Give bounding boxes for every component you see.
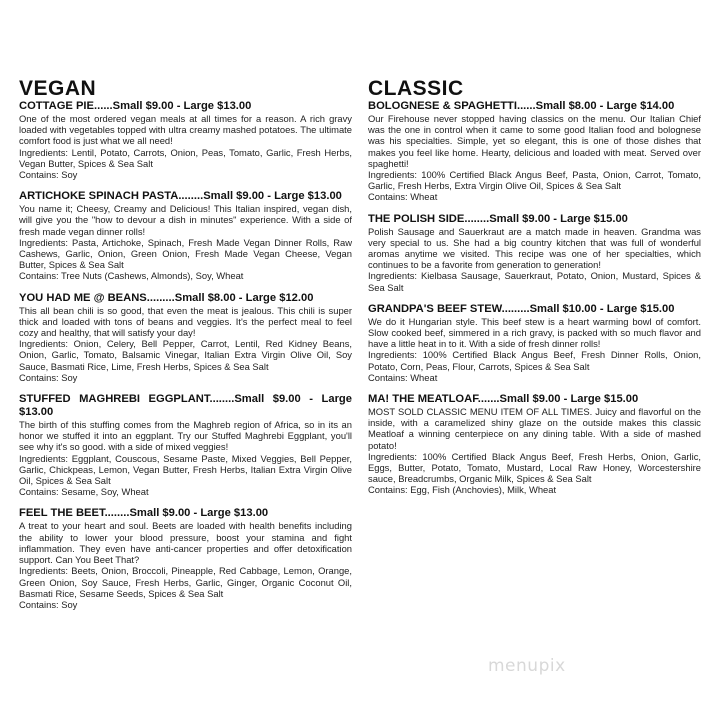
menu-item-description: This all bean chili is so good, that even the meat is jealous. This chili is super thick and loaded with tons of beans and veggies. It's the perfect meal to feel cozy and healthy, that will satisfy your day! (19, 304, 352, 339)
menu-item-price: Small $9.00 - Large $13.00 (112, 100, 252, 112)
menu-item-allergens: Contains: Soy (19, 598, 78, 610)
menu-item-name: FEEL THE BEET........ (19, 507, 130, 520)
menu-item-heading (19, 100, 352, 113)
menu-item-name: STUFFED MAGHREBI EGGPLANT........ (19, 393, 235, 406)
menu-item-heading (19, 393, 352, 419)
menu-item-name: ARTICHOKE SPINACH PASTA........ (19, 190, 204, 203)
menu-item-description: A treat to your heart and soul. Beets are loaded with health benefits including the ability to lower your blood pressure, boost your stamina and fight inflammation. They even have anti-cancer properties and offer detoxification support. Can You Beet That? (19, 520, 352, 566)
menu-item-heading (368, 100, 701, 113)
menu-item-price: Small $9.00 - Large $13.00 (203, 190, 342, 203)
menu-item-ingredients: Ingredients: 100% Certified Black Angus Beef, Pasta, Onion, Carrot, Tomato, Garlic, Fresh Herbs, Extra Virgin Olive Oil, Spices & Sea Salt (368, 169, 701, 192)
classic-items (368, 100, 701, 496)
menu-item-name: MA! THE MEATLOAF....... (368, 393, 500, 406)
menu-item (368, 393, 701, 496)
classic-section-title: CLASSIC (368, 77, 464, 100)
menu-item-allergens: Contains: Wheat (368, 191, 438, 203)
menu-item-description: One of the most ordered vegan meals at all times for a reason. A rich gravy loaded with vegetables topped with ultra creamy mashed potatoes. The ultimate comfort food is just what we all need! (19, 113, 352, 147)
menu-item-price: Small $9.00 - Large $13.00 (129, 507, 269, 520)
vegan-section-title: VEGAN (19, 77, 97, 100)
menu-item-ingredients: Ingredients: 100% Certified Black Angus Beef, Fresh Herbs, Onion, Garlic, Eggs, Butter, Potato, Tomato, Mustard, Local Raw Honey, Worcestershire sauce, Breadcrumbs, Organic Milk, Spices & Sea Salt (368, 450, 701, 485)
menu-item-description: Polish Sausage and Sauerkraut are a match made in heaven. Grandma was very special to us. She had a big country kitchen that was full of wonderful aromas anytime we visited. This recipe was one of her specialties, which continues to be a favorite from generation to generation! (368, 225, 701, 271)
menu-item-allergens: Contains: Egg, Fish (Anchovies), Milk, Wheat (368, 484, 557, 496)
menu-item-description: Our Firehouse never stopped having classics on the menu. Our Italian Chief was the one in control when it came to some good Italian food and bolognese was his specialties. Simple, yet so elegant, this is one of those dishes that makes you feel like home. Hearty, delicious and loaded with meat. Served over spaghetti! (368, 113, 701, 169)
menu-item-ingredients: Ingredients: Onion, Celery, Bell Pepper, Carrot, Lentil, Red Kidney Beans, Onion, Garlic, Tomato, Balsamic Vinegar, Italian Extra Virgin Olive Oil, Soy Sauce, Basmati Rice, Lime, Fresh Herbs, Spices & Sea Salt (19, 338, 352, 372)
menu-item (368, 213, 701, 293)
menu-item-description: You name it; Cheesy, Creamy and Delicious! This Italian inspired, vegan dish, will give you the "how to devour a dish in minutes" experience. With a side of fresh made vegan dinner rolls! (19, 203, 352, 237)
menu-item (19, 393, 352, 497)
vegan-items (19, 100, 352, 610)
menu-item-price: Small $9.00 - Large $15.00 (489, 212, 628, 225)
classic-column (368, 78, 701, 506)
menu-item (19, 507, 352, 610)
menu-item-price: Small $8.00 - Large $14.00 (535, 100, 675, 112)
menu-item (368, 100, 701, 203)
menu-item-name: GRANDPA'S BEEF STEW......... (368, 302, 530, 315)
menu-item-description: The birth of this stuffing comes from the Maghreb region of Africa, so in its an honor we stuffed it into an eggplant. Try our Stuffed Maghrebi Eggplant, you'll see why it's so good. with a side of mixed veggies! (19, 419, 352, 453)
menu-item (368, 303, 701, 383)
menu-item (19, 190, 352, 281)
menu-item-ingredients: Ingredients: Lentil, Potato, Carrots, Onion, Peas, Tomato, Garlic, Fresh Herbs, Vegan Butter, Spices & Sea Salt (19, 146, 352, 169)
menu-item-price: Small $10.00 - Large $15.00 (529, 302, 675, 315)
menu-item-name: BOLOGNESE & SPAGHETTI...... (368, 100, 536, 112)
menu-item-ingredients: Ingredients: Beets, Onion, Broccoli, Pineapple, Red Cabbage, Lemon, Orange, Green Onion, Soy Sauce, Fresh Herbs, Garlic, Ginger, Organic Coconut Oil, Basmati Rice, Sesame Seeds, Spices & Sea Salt (19, 565, 352, 599)
menu-item-allergens: Contains: Tree Nuts (Cashews, Almonds), Soy, Wheat (19, 270, 244, 282)
menu-item-heading (19, 292, 352, 305)
menu-item-heading (368, 393, 701, 406)
menu-item-ingredients: Ingredients: Eggplant, Couscous, Sesame Paste, Mixed Veggies, Bell Pepper, Garlic, Chickpeas, Lemon, Vegan Butter, Fresh Herbs, Italian Extra Virgin Olive Oil, Spices & Sea Salt (19, 452, 352, 487)
menu-item-ingredients: Ingredients: Pasta, Artichoke, Spinach, Fresh Made Vegan Dinner Rolls, Raw Cashews, Garlic, Onion, Green Onion, Fresh Made Vegan Cheese, Vegan Butter, Spices & Sea Salt (19, 236, 352, 271)
menu-item-heading (19, 190, 352, 203)
vegan-column (19, 78, 352, 620)
menu-item-price: Small $9.00 - Large $13.00 (19, 393, 352, 419)
menu-item-heading (19, 507, 352, 520)
menu-item-allergens: Contains: Sesame, Soy, Wheat (19, 486, 149, 498)
menu-item-allergens: Contains: Soy (19, 169, 78, 181)
menu-item-price: Small $8.00 - Large $12.00 (174, 291, 314, 304)
menu-item-description: MOST SOLD CLASSIC MENU ITEM OF ALL TIMES. Juicy and flavorful on the inside, with a caramelized shiny glaze on the outside makes this classic Meatloaf a winning centerpiece on any dining table. With a side of mashed potato! (368, 406, 701, 451)
menu-item-description: We do it Hungarian style. This beef stew is a heart warming bowl of comfort. Slow cooked beef, simmered in a rich gravy, is packed with so much flavor and have a little heat in to it. With a side of fresh dinner rolls! (368, 315, 701, 350)
menu-item-allergens: Contains: Wheat (368, 371, 438, 383)
menu-item-heading (368, 213, 701, 226)
menu-item (19, 100, 352, 180)
menu-item (19, 292, 352, 383)
menu-item-name: THE POLISH SIDE........ (368, 212, 490, 225)
menu-item-name: YOU HAD ME @ BEANS......... (19, 291, 175, 304)
menu-item-ingredients: Ingredients: Kielbasa Sausage, Sauerkraut, Potato, Onion, Mustard, Spices & Sea Salt (368, 270, 701, 293)
menu-item-ingredients: Ingredients: 100% Certified Black Angus Beef, Fresh Dinner Rolls, Onion, Potato, Corn, Peas, Flour, Carrots, Spices & Sea Salt (368, 349, 701, 372)
menupix-watermark: menupix (488, 656, 566, 676)
menu-item-name: COTTAGE PIE...... (19, 100, 113, 112)
menu-item-heading (368, 303, 701, 316)
menu-item-price: Small $9.00 - Large $15.00 (499, 393, 639, 406)
menu-item-allergens: Contains: Soy (19, 371, 78, 383)
